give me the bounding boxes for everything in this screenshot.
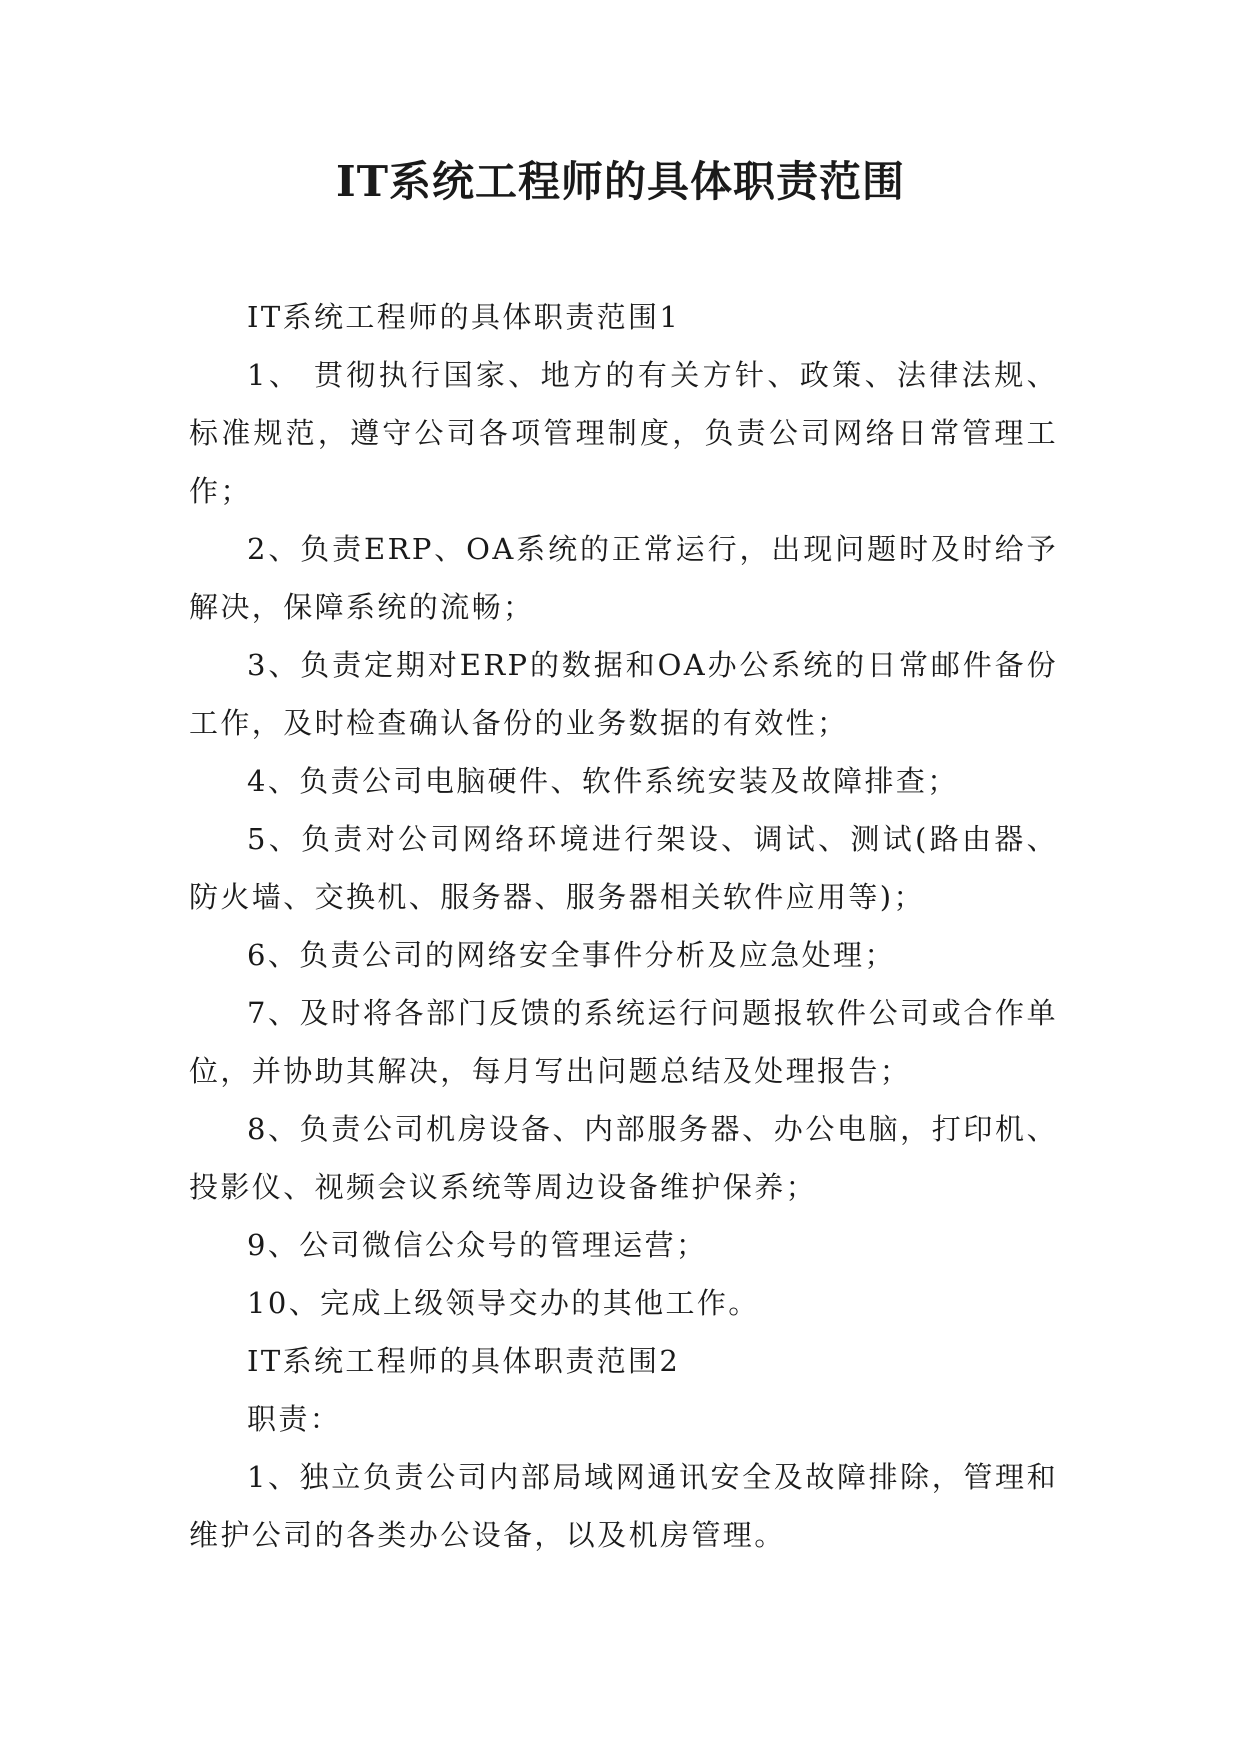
- paragraph: 10、完成上级领导交办的其他工作。: [247, 1286, 760, 1320]
- paragraph: 6、负责公司的网络安全事件分析及应急处理；: [247, 938, 896, 972]
- paragraph: 1、 贯彻执行国家、地方的有关方针、政策、法律法规、标准规范，遵守公司各项管理制度，负责公司网络日常管理工作；: [189, 358, 1058, 508]
- paragraph: 1、独立负责公司内部局域网通讯安全及故障排除，管理和维护公司的各类办公设备，以及机房管理。: [189, 1460, 1058, 1552]
- paragraph: 8、负责公司机房设备、内部服务器、办公电脑，打印机、投影仪、视频会议系统等周边设备维护保养；: [189, 1112, 1058, 1204]
- paragraph: 7、及时将各部门反馈的系统运行问题报软件公司或合作单位，并协助其解决，每月写出问题总结及处理报告；: [189, 996, 1058, 1088]
- paragraph: 职责：: [247, 1402, 342, 1436]
- paragraph: 3、负责定期对ERP的数据和OA办公系统的日常邮件备份工作，及时检查确认备份的业务数据的有效性；: [189, 648, 1058, 740]
- paragraph: 2、负责ERP、OA系统的正常运行，出现问题时及时给予解决，保障系统的流畅；: [189, 532, 1058, 624]
- paragraph: 4、负责公司电脑硬件、软件系统安装及故障排查；: [247, 764, 959, 798]
- section-heading: IT系统工程师的具体职责范围1: [247, 300, 681, 334]
- document-body: [189, 288, 1058, 1564]
- paragraph: 5、负责对公司网络环境进行架设、调试、测试(路由器、防火墙、交换机、服务器、服务器相关软件应用等)；: [189, 822, 1058, 914]
- paragraph: 9、公司微信公众号的管理运营；: [247, 1228, 708, 1262]
- section-heading: IT系统工程师的具体职责范围2: [247, 1344, 681, 1378]
- document-title: IT系统工程师的具体职责范围: [336, 157, 905, 206]
